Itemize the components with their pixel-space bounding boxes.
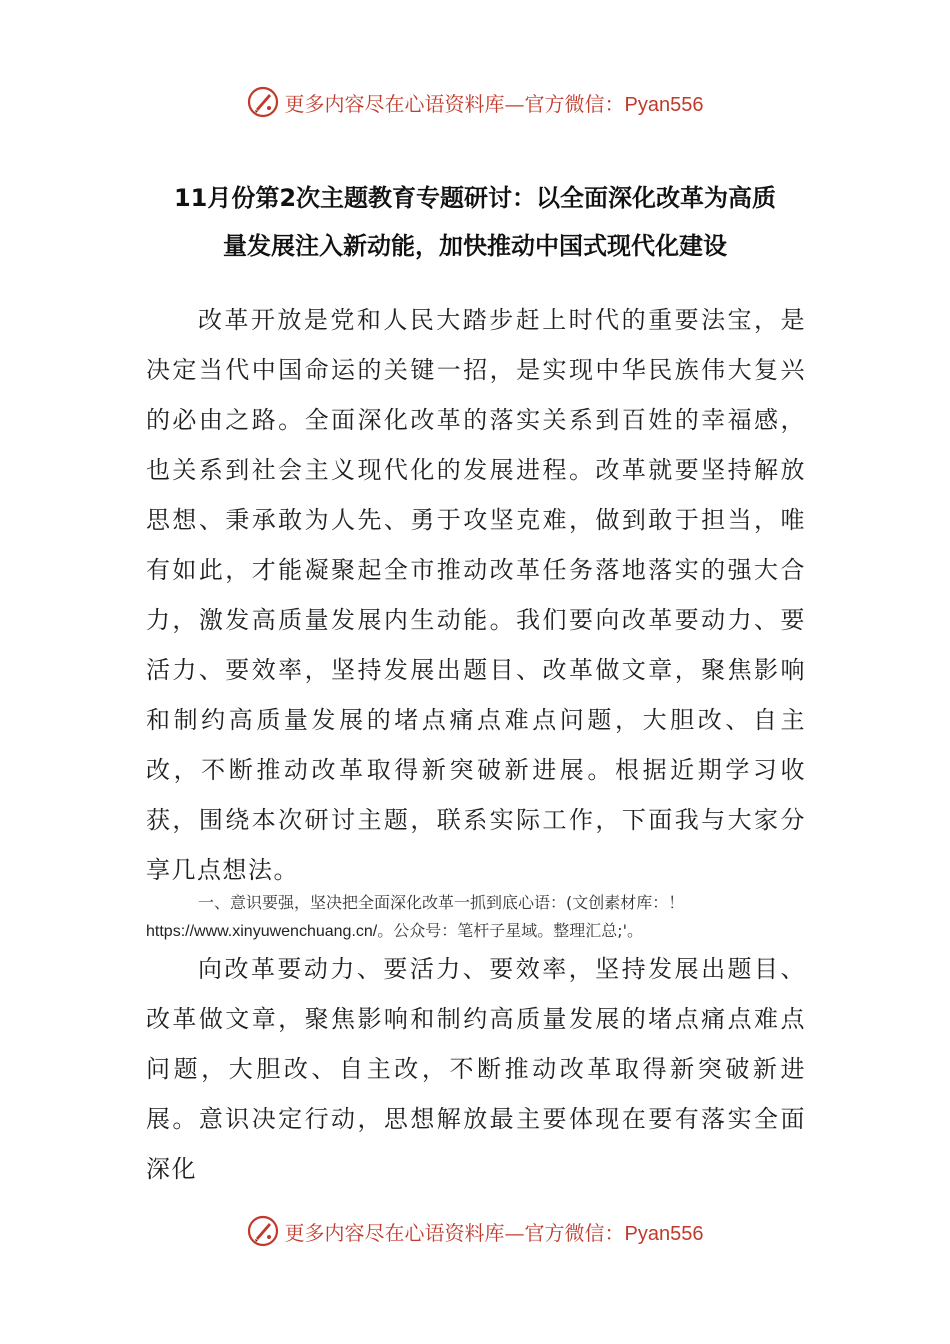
banner-separator: — xyxy=(504,91,525,116)
quill-logo-icon xyxy=(247,1215,279,1247)
document-title xyxy=(130,174,820,270)
title-line-2: 量发展注入新动能，加快推动中国式现代化建设 xyxy=(223,232,727,260)
body-paragraph-2: 向改革要动力、要活力、要效率，坚持发展出题目、改革做文章，聚焦影响和制约高质量发展的堵点痛点难点问题，大胆改、自主改，不断推动改革取得新突破新进展。意识决定行动，思想解放最主要体现在要有落实全面深化 xyxy=(146,955,806,1183)
section-1-heading xyxy=(146,889,806,946)
header-banner xyxy=(0,82,950,122)
footer-banner-slogan: 更多内容尽在心语资料库 xyxy=(284,1220,505,1245)
section-1-heading-text: 一、意识要强，坚决把全面深化改革一抓到底 xyxy=(198,893,519,912)
footer-banner xyxy=(0,1211,950,1251)
section-1-url: https://www.xinyuwenchuang.cn/ xyxy=(146,923,378,940)
footer-banner-separator: — xyxy=(504,1220,525,1245)
banner-wechat-label: 官方微信： xyxy=(524,91,625,116)
footer-banner-wechat-label: 官方微信： xyxy=(524,1220,625,1245)
footer-banner-wechat-id: Pyan556 xyxy=(624,1222,704,1245)
banner-text xyxy=(285,88,704,117)
quill-logo-icon xyxy=(247,86,279,118)
footer-banner-text xyxy=(285,1217,704,1246)
body-paragraph-1: 改革开放是党和人民大踏步赶上时代的重要法宝，是决定当代中国命运的关键一招，是实现中华民族伟大复兴的必由之路。全面深化改革的落实关系到百姓的幸福感，也关系到社会主义现代化的发展进程。改革就要坚持解放思想、秉承敢为人先、勇于攻坚克难，做到敢于担当，唯有如此，才能凝聚起全市推动改革任务落地落实的强大合力，激发高质量发展内生动能。我们要向改革要动力、要活力、要效率，坚持发展出题目、改革做文章，聚焦影响和制约高质量发展的堵点痛点难点问题，大胆改、自主改，不断推动改革取得新突破新进展。根据近期学习收获，围绕本次研讨主题，联系实际工作，下面我与大家分享几点想法。 xyxy=(146,306,806,884)
title-line-1: 11月份第2次主题教育专题研讨：以全面深化改革为高质 xyxy=(173,184,777,212)
banner-slogan: 更多内容尽在心语资料库 xyxy=(284,91,505,116)
banner-wechat-id: Pyan556 xyxy=(624,93,704,116)
section-1-note-suffix: 。公众号：笔杆子星域。整理汇总;'。 xyxy=(377,921,644,940)
section-1-note-prefix: 心语：(文创素材库：！ xyxy=(518,893,685,912)
